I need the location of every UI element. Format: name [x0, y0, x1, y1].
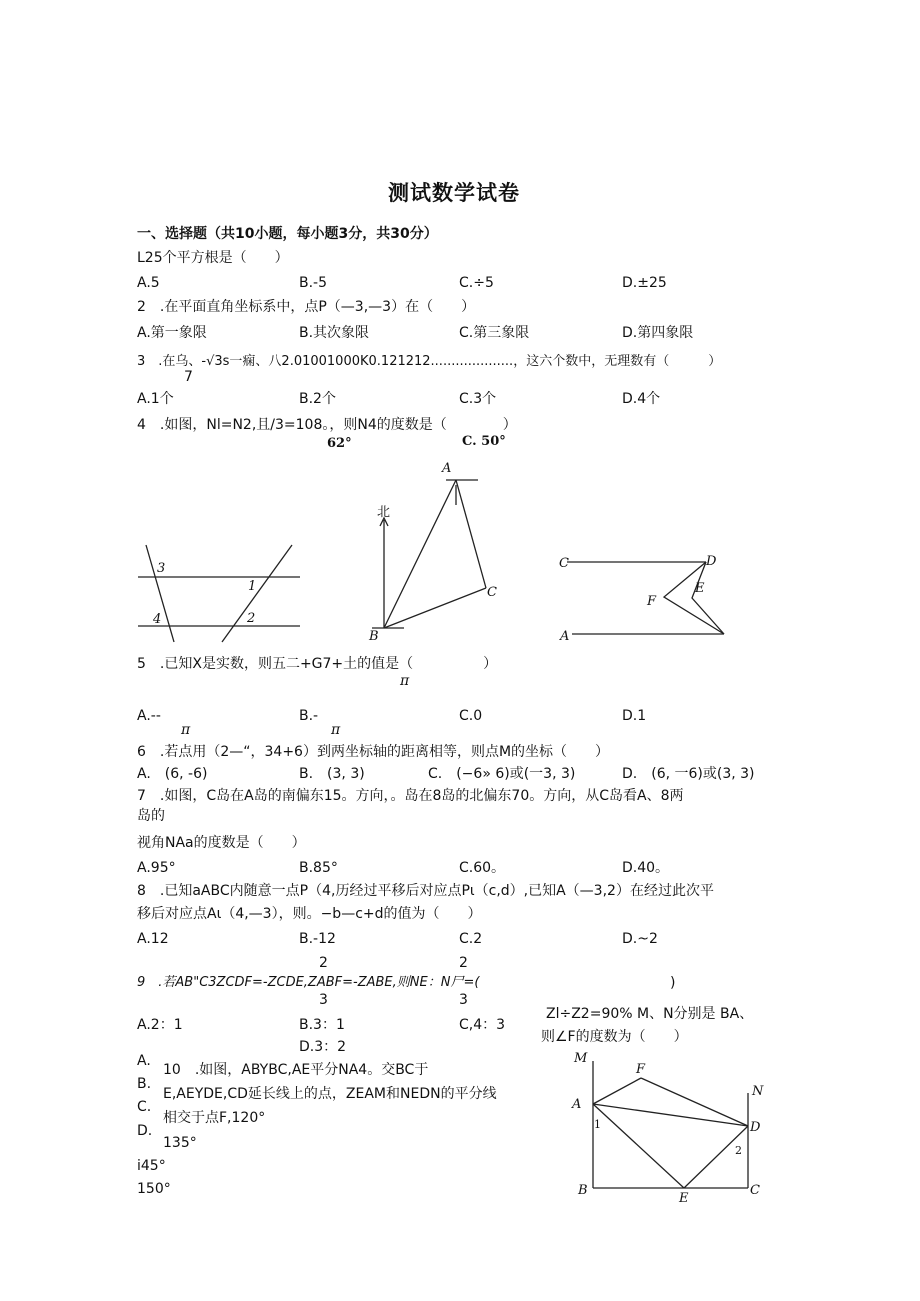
q5-option-a: A.-- — [137, 708, 161, 724]
q5-pi: π — [400, 673, 410, 689]
q3-option-c: C.3个 — [459, 391, 497, 407]
q10-option-b-label: B. — [137, 1076, 152, 1092]
q10-right-text-2: 则∠F的度数为（ ） — [541, 1029, 688, 1045]
q7-stem: 7 .如图，C岛在A岛的南偏东15。方向，。岛在8岛的北偏东70。方向，从C岛看A、8两 — [137, 788, 684, 804]
q5-option-d: D.1 — [622, 708, 647, 724]
q7-option-b: B.85° — [299, 860, 338, 876]
fig3-point-c: C — [559, 556, 569, 571]
section-heading: 一、选择题（共10小题，每小题3分，共30分） — [137, 226, 438, 242]
q10-option-value-145: i45° — [137, 1158, 166, 1174]
q9-option-a: A.2：1 — [137, 1017, 183, 1033]
fig1-angle-2: 2 — [247, 611, 256, 626]
q2-option-a: A.第一象限 — [137, 325, 207, 341]
q7-option-c: C.60。 — [459, 860, 506, 876]
q6-option-a: A. (6, -6) — [137, 766, 208, 782]
q10-right-text-1: Zl÷Z2=90% M、N分别是 BA、 — [546, 1006, 754, 1022]
q10-option-a-label: A. — [137, 1053, 151, 1069]
q3-stem: 3 .在乌、-√3s一痫、八2.01001000K0.121212....................，这六个数中，无理数有（ ） — [137, 354, 722, 369]
q9-fraction-1-numerator: 2 — [319, 955, 328, 971]
q1-option-a: A.5 — [137, 275, 160, 291]
fig1-angle-3: 3 — [157, 561, 166, 576]
q8-option-a: A.12 — [137, 931, 169, 947]
q5-option-c: C.0 — [459, 708, 483, 724]
q8-option-c: C.2 — [459, 931, 483, 947]
q4-overlap-text-2: C. 50° — [462, 434, 506, 449]
q5-stem: 5 .已知X是实数，则五二+G7+土的值是（ ） — [137, 656, 498, 672]
q1-option-d: D.±25 — [622, 275, 667, 291]
fig4-point-f: F — [636, 1062, 646, 1077]
q9-close-paren: ) — [670, 975, 676, 991]
fig4-point-n: N — [752, 1084, 764, 1099]
fig4-point-e: E — [679, 1191, 689, 1206]
fig4-point-d: D — [750, 1120, 761, 1135]
q3-subscript: 7 — [184, 369, 193, 385]
q4-overlap-text-1: 62° — [327, 436, 352, 451]
q8-option-d: D.~2 — [622, 931, 658, 947]
q8-stem: 8 .已知aABC内随意一点P（4,历经过平移后对应点Pι（c,d）,已知A（—3,2）在经过此次平 — [137, 883, 714, 899]
fig2-point-b: B — [369, 629, 379, 644]
q6-option-b: B. (3, 3) — [299, 766, 365, 782]
q7-option-a: A.95° — [137, 860, 176, 876]
fig1-angle-4: 4 — [153, 612, 162, 627]
fig1-angle-1: 1 — [248, 579, 257, 594]
fig2-point-a: A — [442, 461, 452, 476]
q9-fraction-2-denominator: 3 — [459, 992, 468, 1008]
q2-stem: 2 .在平面直角坐标系中，点P（—3,—3）在（ ） — [137, 299, 476, 315]
q5-option-a-pi: π — [181, 722, 191, 738]
q9-fraction-2-numerator: 2 — [459, 955, 468, 971]
fig4-point-a: A — [572, 1097, 582, 1112]
fig4-angle-2: 2 — [735, 1144, 742, 1157]
q8-stem-continued: 移后对应点Aι（4,—3），则。−b—c+d的值为（ ） — [137, 906, 482, 922]
q1-option-c: C.÷5 — [459, 275, 494, 291]
q6-option-c: C. (−6» 6)或(一3, 3) — [428, 766, 576, 782]
q5-option-b-pi: π — [331, 722, 341, 738]
q5-option-b: B.- — [299, 708, 319, 724]
q10-option-c-label: C. — [137, 1099, 152, 1115]
fig3-point-d: D — [706, 554, 717, 569]
fig4-point-c: C — [750, 1183, 760, 1198]
fig2-north-label: 北 — [377, 505, 391, 520]
q8-option-b: B.-12 — [299, 931, 336, 947]
q7-stem-continued: 岛的 — [137, 808, 165, 824]
q3-option-b: B.2个 — [299, 391, 336, 407]
q3-option-a: A.1个 — [137, 391, 174, 407]
q7-option-d: D.40。 — [622, 860, 670, 876]
q1-stem: L25个平方根是（ ） — [137, 250, 289, 266]
q6-stem: 6 .若点用（2—“，34+6）到两坐标轴的距离相等，则点M的坐标（ ） — [137, 744, 610, 760]
q4-stem: 4 .如图，Nl=N2,且/3=108。，则N4的度数是（ ） — [137, 417, 517, 433]
q9-stem: 9 .若AB"C3ZCDF=-ZCDE,ZABF=-ZABE,则NE：N尸=( — [137, 975, 480, 990]
q9-option-c: C,4：3 — [459, 1017, 506, 1033]
q10-stem-line-3: 相交于点F,120° — [163, 1110, 266, 1126]
q2-option-d: D.第四象限 — [622, 325, 694, 341]
q6-option-d: D. (6, 一6)或(3, 3) — [622, 766, 755, 782]
q10-option-value-150: 150° — [137, 1181, 171, 1197]
q10-stem-line-2: E,AEYDE,CD延长线上的点，ZEAM和NEDN的平分线 — [163, 1086, 497, 1102]
fig4-angle-1: 1 — [594, 1118, 601, 1131]
q10-option-d-label: D. — [137, 1123, 153, 1139]
fig4-point-m: M — [574, 1051, 588, 1066]
q2-option-c: C.第三象限 — [459, 325, 530, 341]
page-title: 测试数学试卷 — [388, 181, 520, 205]
q3-option-d: D.4个 — [622, 391, 661, 407]
q9-option-d: D.3：2 — [299, 1039, 347, 1055]
fig3-point-f: F — [647, 594, 657, 609]
q7-stem-viewing-angle: 视角NAa的度数是（ ） — [137, 835, 306, 851]
fig2-point-c: C — [487, 585, 497, 600]
fig3-point-e: E — [695, 581, 705, 596]
fig3-point-a: A — [560, 629, 570, 644]
fig4-point-b: B — [578, 1183, 588, 1198]
q10-option-value-135: 135° — [163, 1135, 197, 1151]
q2-option-b: B.其次象限 — [299, 325, 370, 341]
q10-stem-line-1: 10 .如图，ABYBC,AE平分NA4。交BC于 — [163, 1062, 429, 1078]
q1-option-b: B.-5 — [299, 275, 328, 291]
q9-fraction-1-denominator: 3 — [319, 992, 328, 1008]
q9-option-b: B.3：1 — [299, 1017, 345, 1033]
